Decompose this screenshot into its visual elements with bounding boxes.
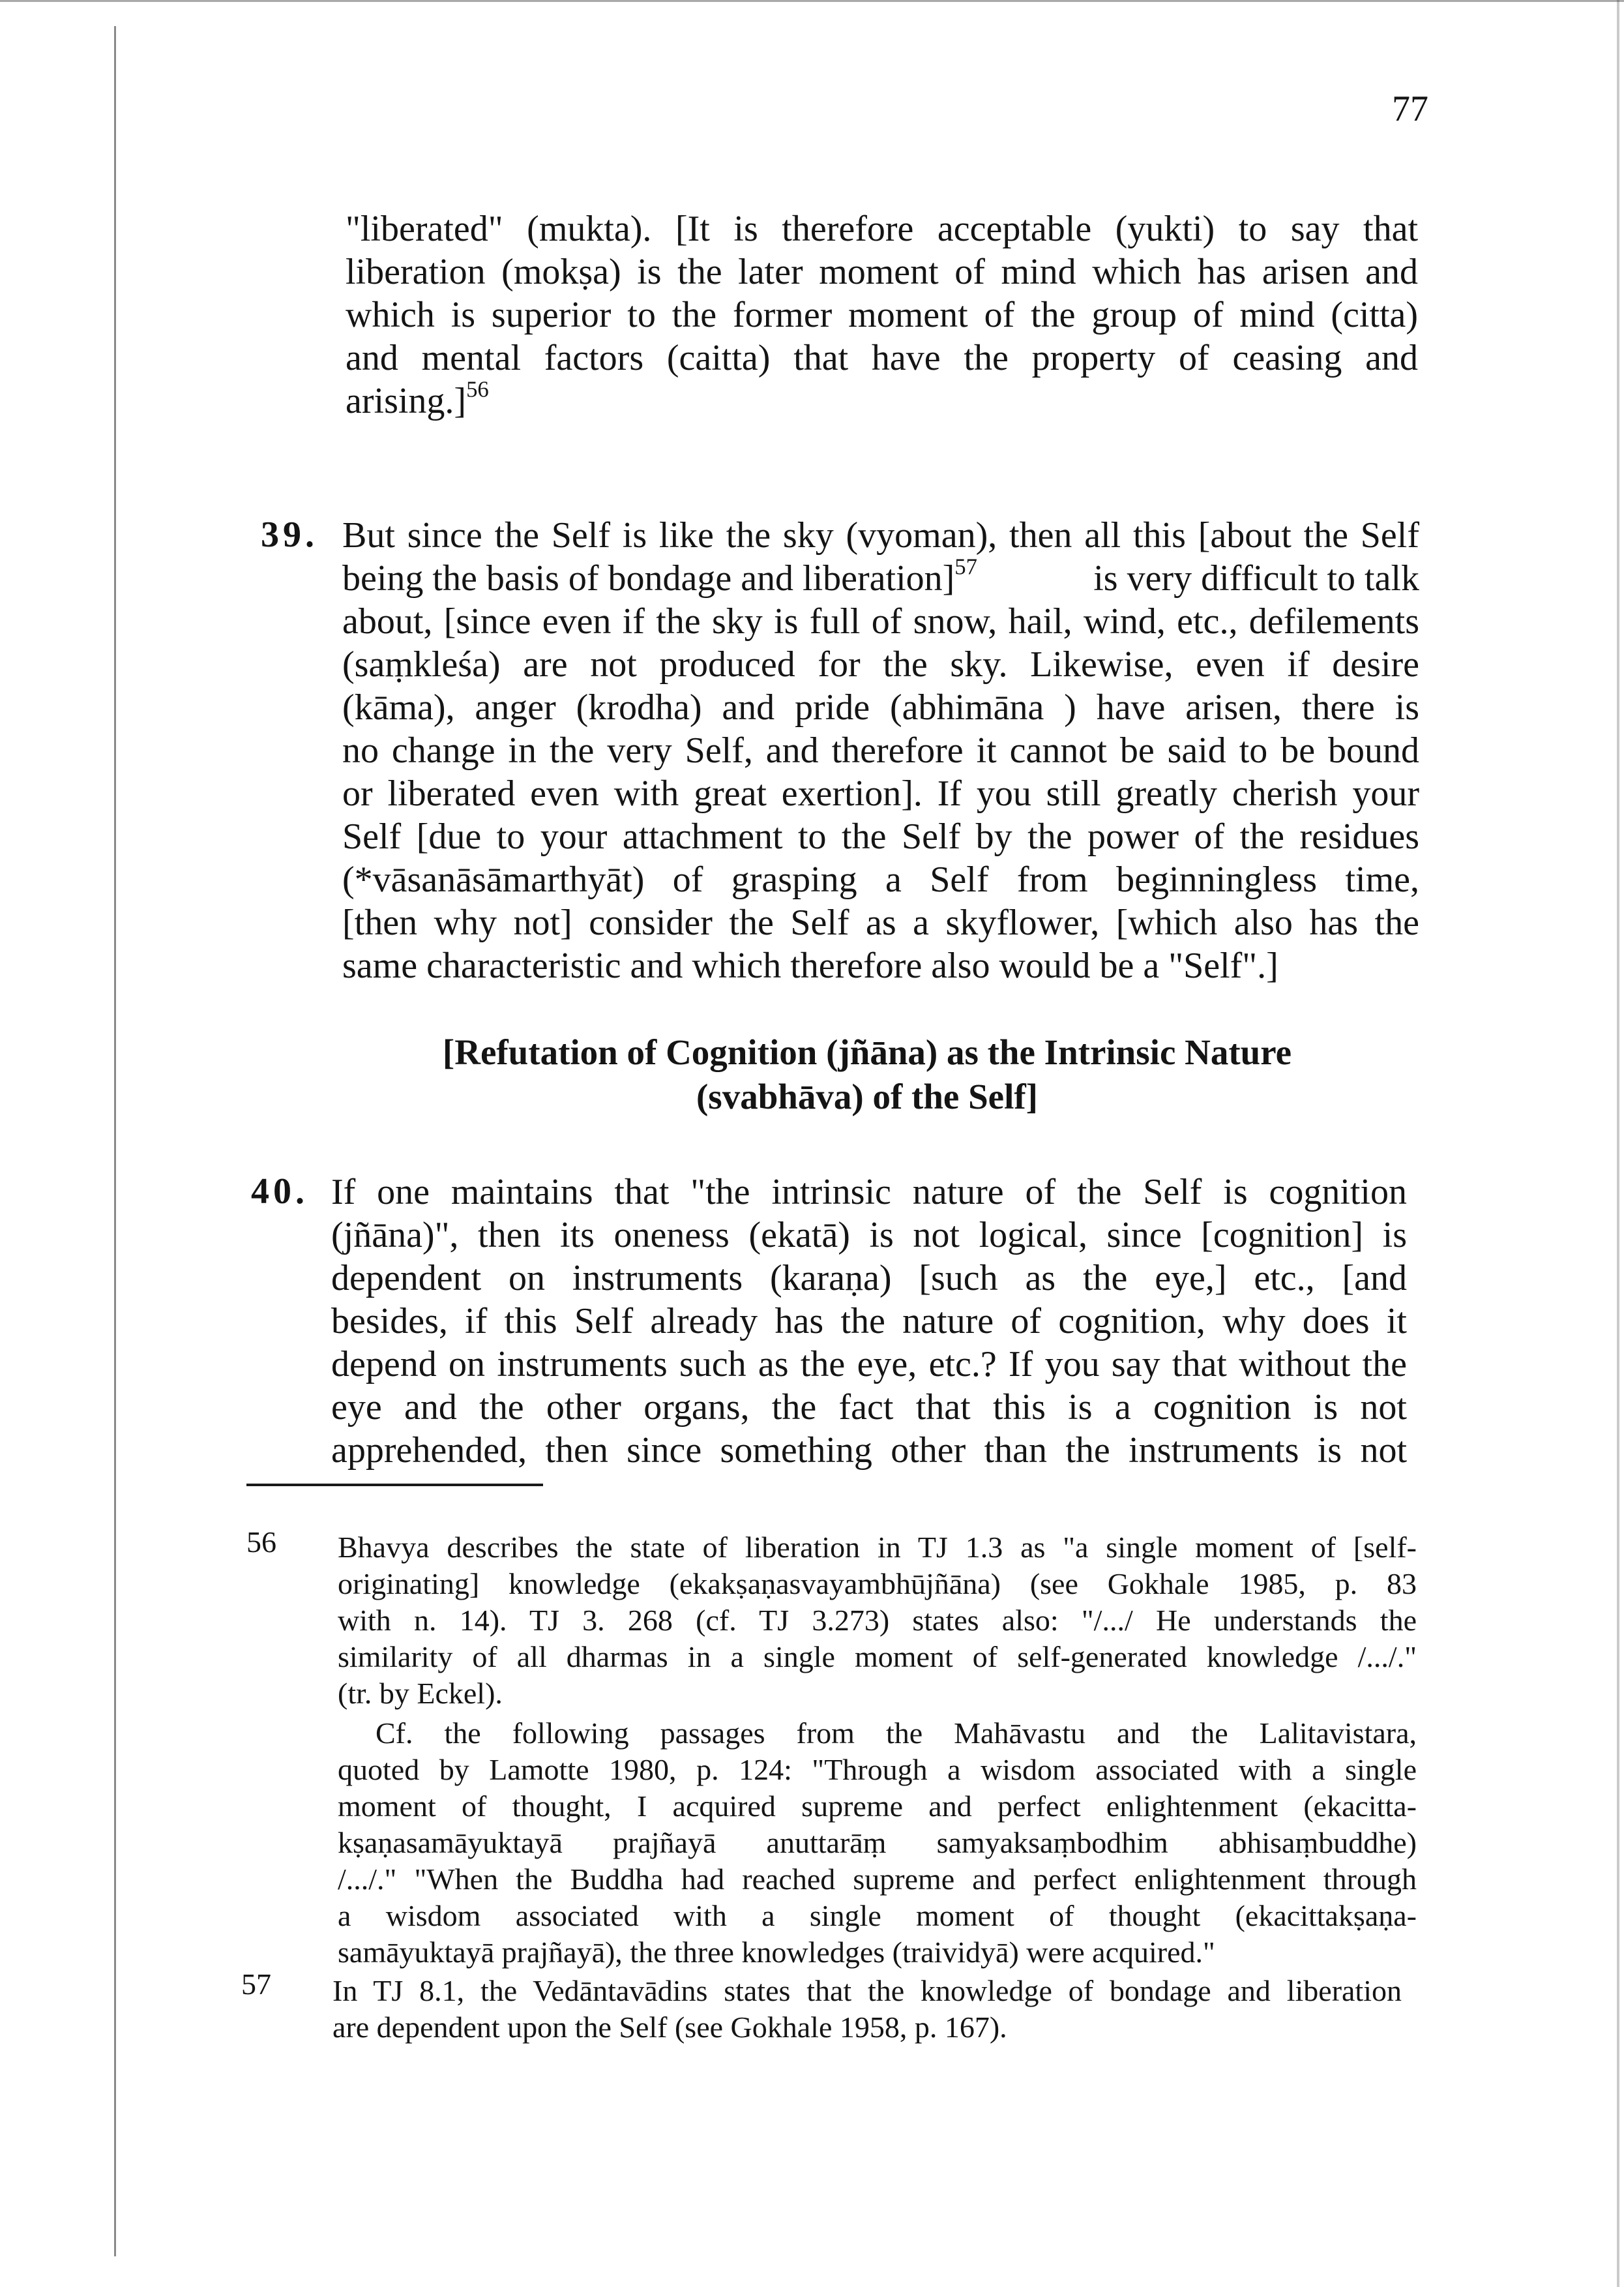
line-text-part <box>342 554 978 600</box>
note-ref-56: 56 <box>466 376 489 402</box>
footnote-line: moment of thought, I acquired supreme and perfect enlightenment (ekacitta- <box>338 1789 1417 1823</box>
section-heading <box>313 1030 1421 1119</box>
text-line: [then why not] consider the Self as a skyflower, [which also has the <box>342 903 1419 943</box>
text-line: no change in the very Self, and therefore it cannot be said to be bound <box>342 730 1419 771</box>
footnote-line: Bhavya describes the state of liberation in TJ 1.3 as "a single moment of [self- <box>338 1531 1417 1564</box>
footnote-separator <box>246 1484 543 1486</box>
text-line: liberation (mokṣa) is the later moment of mind which has arisen and <box>346 252 1418 292</box>
page-number: 77 <box>1392 89 1428 129</box>
text-line: besides, if this Self already has the nature of cognition, why does it <box>331 1301 1407 1341</box>
footnote-line: Cf. the following passages from the Mahāvastu and the Lalitavistara, <box>376 1716 1417 1750</box>
text-line <box>346 376 489 423</box>
footnote-number: 56 <box>246 1525 276 1559</box>
text-line: apprehended, then since something other than the instruments is not <box>331 1430 1407 1471</box>
footnote-line: /.../." "When the Buddha had reached supreme and perfect enlightenment through <box>338 1862 1417 1896</box>
text-line: depend on instruments such as the eye, etc.? If you say that without the <box>331 1344 1407 1384</box>
footnote-line: quoted by Lamotte 1980, p. 124: "Through a wisdom associated with a single <box>338 1753 1417 1786</box>
text-line: or liberated even with great exertion]. If you still greatly cherish your <box>342 773 1419 814</box>
paragraph-number: 40. <box>251 1171 308 1212</box>
footnote-line: samāyuktayā prajñayā), the three knowledges (traividyā) were acquired." <box>338 1936 1215 1969</box>
text-line: (saṃkleśa) are not produced for the sky. Likewise, even if desire <box>342 644 1419 685</box>
footnote-line: similarity of all dharmas in a single moment of self-generated knowledge /.../." <box>338 1640 1417 1673</box>
footnote-line: with n. 14). TJ 3. 268 (cf. TJ 3.273) states also: "/.../ He understands the <box>338 1604 1417 1637</box>
text-line: "liberated" (mukta). [It is therefore acceptable (yukti) to say that <box>346 209 1418 249</box>
scan-left-edge <box>114 26 116 2256</box>
footnote-number: 57 <box>241 1967 271 2001</box>
heading-line-2: (svabhāva) of the Self] <box>696 1077 1038 1116</box>
text-line: Self [due to your attachment to the Self by the power of the residues <box>342 816 1419 857</box>
scan-top-edge <box>0 0 1624 2</box>
text-line: and mental factors (caitta) that have the property of ceasing and <box>346 338 1418 378</box>
text-line: which is superior to the former moment of the group of mind (citta) <box>346 295 1418 335</box>
paragraph-number: 39. <box>261 515 318 555</box>
line-text: arising.] <box>346 381 467 421</box>
text-line <box>342 554 1419 600</box>
line-continuation: is very difficult to talk <box>1093 558 1419 599</box>
text-line: about, [since even if the sky is full of snow, hail, wind, etc., defilements <box>342 601 1419 642</box>
text-line: same characteristic and which therefore also would be a "Self".] <box>342 946 1278 986</box>
text-line: eye and the other organs, the fact that this is a cognition is not <box>331 1387 1407 1428</box>
note-ref-57: 57 <box>954 554 978 580</box>
text-line: (jñāna)", then its oneness (ekatā) is not logical, since [cognition] is <box>331 1215 1407 1255</box>
footnote-line: (tr. by Eckel). <box>338 1677 503 1710</box>
text-line: (kāma), anger (krodha) and pride (abhimāna ) have arisen, there is <box>342 687 1419 728</box>
footnote-line: kṣaṇasamāyuktayā prajñayā anuttarāṃ samyaksaṃbodhim abhisaṃbuddhe) <box>338 1826 1417 1859</box>
text-line: dependent on instruments (karaṇa) [such as the eye,] etc., [and <box>331 1258 1407 1298</box>
text-line: But since the Self is like the sky (vyoman), then all this [about the Self <box>342 515 1419 556</box>
footnote-line: are dependent upon the Self (see Gokhale 1958, p. 167). <box>332 2010 1007 2044</box>
scan-right-edge <box>1617 0 1619 2287</box>
text-line: If one maintains that "the intrinsic nature of the Self is cognition <box>331 1172 1407 1212</box>
footnote-line: In TJ 8.1, the Vedāntavādins states that the knowledge of bondage and liberation <box>332 1974 1402 2007</box>
footnote-line: originating] knowledge (ekakṣaṇasvayambhūjñāna) (see Gokhale 1985, p. 83 <box>338 1567 1417 1600</box>
line-text: being the basis of bondage and liberation] <box>342 558 955 599</box>
heading-line-1: [Refutation of Cognition (jñāna) as the Intrinsic Nature <box>442 1032 1292 1072</box>
text-line: (*vāsanāsāmarthyāt) of grasping a Self from beginningless time, <box>342 859 1419 900</box>
footnote-line: a wisdom associated with a single moment of thought (ekacittakṣaṇa- <box>338 1899 1417 1932</box>
